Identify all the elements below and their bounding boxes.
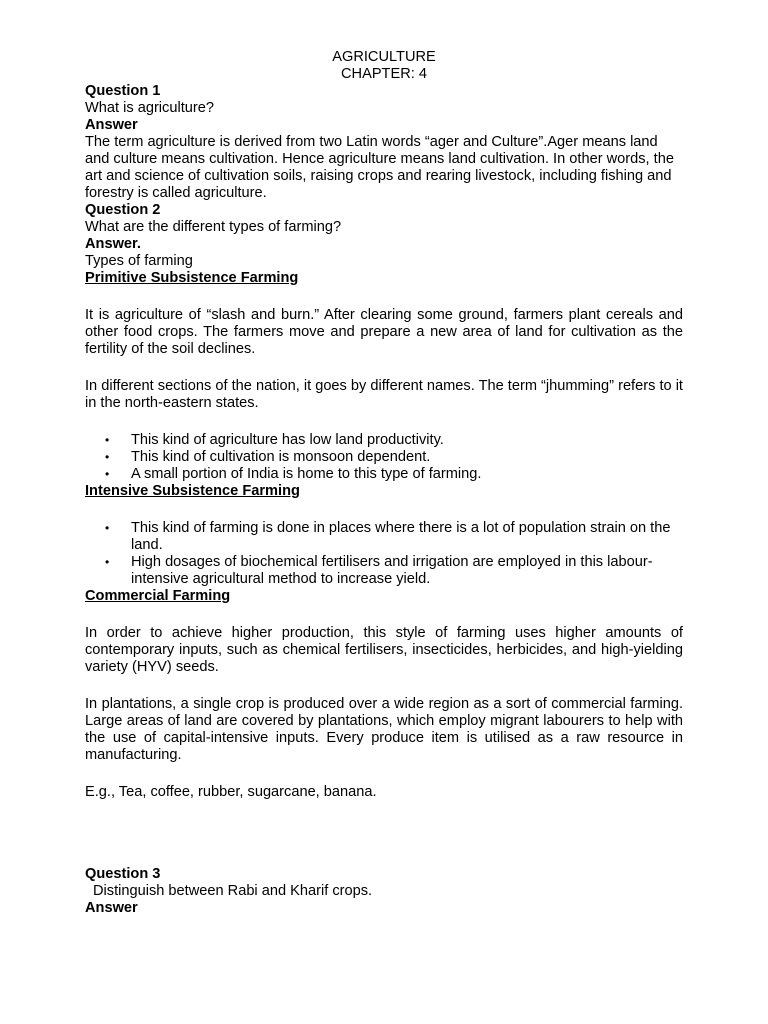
commercial-farming-examples: E.g., Tea, coffee, rubber, sugarcane, banana. [85,784,377,800]
commercial-farming-heading: Commercial Farming [85,588,231,604]
answer-2-label: Answer. [85,236,141,252]
answer-3-label: Answer [85,900,138,916]
primitive-farming-para-1: It is agriculture of “slash and burn.” After clearing some ground, farmers plant cereals and other food crops. The farmers move and prepare a new area of land for cultivation as the fertility of the soil declines. [85,307,683,357]
primitive-farming-para-2: In different sections of the nation, it goes by different names. The term “jhumming” refers to it in the north-eastern states. [85,378,683,411]
intensive-farming-list [85,520,683,588]
chapter-label: CHAPTER: 4 [341,66,427,82]
farming-types-intro: Types of farming [85,253,193,269]
question-2-label: Question 2 [85,202,161,218]
list-item: • This kind of cultivation is monsoon dependent. [85,449,683,466]
list-item: • This kind of agriculture has low land productivity. [85,432,683,449]
document-title: AGRICULTURE [332,49,436,65]
question-1-text: What is agriculture? [85,100,214,116]
question-1-label: Question 1 [85,83,161,99]
commercial-farming-para-2: In plantations, a single crop is produced over a wide region as a sort of commercial farming. Large areas of land are covered by plantations, which employ migrant labourers to help with the use of capital-intensive inputs. Every produce item is utilised as a raw resource in manufacturing. [85,696,683,763]
question-3-text: Distinguish between Rabi and Kharif crops. [93,883,373,899]
primitive-farming-list [85,432,683,483]
list-item: • A small portion of India is home to this type of farming. [85,466,683,483]
answer-1-text: The term agriculture is derived from two Latin words “ager and Culture”.Ager means land and culture means cultivation. Hence agriculture means land cultivation. In other words, the art and science of cultivation soils, raising crops and rearing livestock, including fishing and forestry is called agriculture. [85,134,674,201]
document-body [85,49,683,917]
commercial-farming-para-1: In order to achieve higher production, this style of farming uses higher amounts of contemporary inputs, such as chemical fertilisers, insecticides, herbicides, and high-yielding variety (HYV) seeds. [85,625,683,675]
list-item: • This kind of farming is done in places where there is a lot of population strain on the land. [85,520,683,554]
answer-1-label: Answer [85,117,138,133]
primitive-farming-heading: Primitive Subsistence Farming [85,270,299,286]
intensive-farming-heading: Intensive Subsistence Farming [85,483,300,499]
question-2-text: What are the different types of farming? [85,219,342,235]
list-item: • High dosages of biochemical fertilisers and irrigation are employed in this labour-intensive agricultural method to increase yield. [85,554,683,588]
question-3-label: Question 3 [85,866,161,882]
